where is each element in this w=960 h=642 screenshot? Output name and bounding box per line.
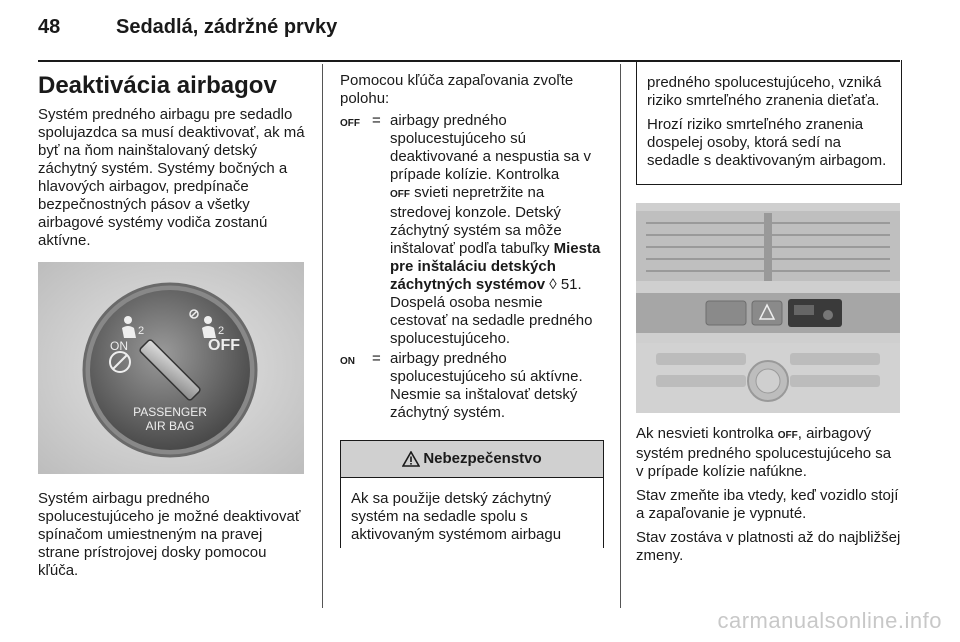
indicator-off-paragraph <box>636 425 902 481</box>
intro-paragraph: Systém predného airbagu pre sedadlo spolujazdca sa musí deaktivovať, ak má byť na ňom nainštalovaný detský záchytný systém. Systémy bočných a hlavových airbagov, predpínače bezpečnostných pásov a všetky airbagové systémy vodiča zostanú aktívne. <box>38 106 305 249</box>
watermark: carmanualsonline.info <box>717 608 942 633</box>
column-3 <box>636 72 902 571</box>
warning-triangle-icon <box>402 451 420 467</box>
off-text-b: svieti nepretržite na stredovej konzole. Detský záchytný systém sa môže inštalovať podľa tabuľky <box>390 184 562 257</box>
airbag-off-indicator-icon: OFF <box>390 189 410 200</box>
dashboard-indicator-photo <box>636 203 900 413</box>
airbag-off-icon: OFF <box>340 118 360 129</box>
danger-warning-continued <box>636 60 902 185</box>
airbag-switch-photo <box>38 262 304 474</box>
section-title: Deaktivácia airbagov <box>38 72 277 99</box>
danger-warning-box <box>340 440 604 548</box>
status-persists-paragraph: Stav zostáva v platnosti až do najbližšej zmeny. <box>636 529 901 564</box>
label-on: ON <box>110 339 128 353</box>
switch-location-paragraph: Systém airbagu predného spolucestujúceho je možné deaktivovať spínačom umiestneným na pravej strane prístrojovej dosky pomocou kľúča. <box>38 490 301 579</box>
column-2 <box>340 72 604 548</box>
danger-warning-header <box>341 440 603 478</box>
indicator-text-b: , airbagový systém predného spolucestujúceho sa v prípade kolízie nafúkne. <box>636 425 892 480</box>
chapter-title: Sedadlá, zádržné prvky <box>116 16 338 38</box>
label-2-left: 2 <box>138 325 145 337</box>
column-divider-2 <box>620 64 621 608</box>
dashboard-illustration <box>636 203 900 413</box>
column-divider-1 <box>322 64 323 608</box>
position-on-description: airbagy predného spolucestujúceho sú aktívne. Nesmie sa inštalovať detský záchytný systém. <box>390 350 583 421</box>
airbag-off-indicator-icon: OFF <box>777 430 798 441</box>
warning-child-risk: predného spolucestujúceho, vzniká riziko smrteľného zranenia dieťaťa. <box>647 74 882 109</box>
position-on-row <box>340 350 604 422</box>
danger-warning-text: Ak sa použije detský záchytný systém na sedadle spolu s aktivovaným systémom airbagu <box>351 490 562 543</box>
page-number: 48 <box>38 16 61 38</box>
equals-sign: = <box>372 112 381 129</box>
airbag-switch-illustration <box>38 262 304 474</box>
off-text-ref: ◊ 51. Dospelá osoba nesmie cestovať na sedadle predného spolucestujúceho. <box>390 276 593 347</box>
danger-warning-title: Nebezpečenstvo <box>423 450 542 467</box>
label-2-right: 2 <box>218 325 225 337</box>
column-1 <box>38 72 306 586</box>
label-off: OFF <box>208 337 240 354</box>
change-status-paragraph: Stav zmeňte iba vtedy, keď vozidlo stojí a zapaľovanie je vypnuté. <box>636 487 899 522</box>
select-position-intro: Pomocou kľúča zapaľovania zvoľte polohu: <box>340 72 574 107</box>
equals-sign: = <box>372 350 381 367</box>
airbag-on-icon: ON <box>340 356 355 367</box>
label-air-bag: AIR BAG <box>145 419 195 433</box>
indicator-text-a: Ak nesvieti kontrolka <box>636 425 778 442</box>
off-text-a: airbagy predného spolucestujúceho sú deaktivované a nespustia sa v prípade kolízie. Kontrolka <box>390 112 591 183</box>
position-off-row <box>340 112 604 348</box>
page-header <box>38 16 337 48</box>
child-seat-table-link[interactable]: Miesta pre inštaláciu detských záchytných systémov <box>390 240 601 293</box>
warning-adult-risk: Hrozí riziko smrteľného zranenia dospelej osoby, ktorá sedí na sedadle s deaktivovaným airbagom. <box>647 116 887 169</box>
position-off-description <box>390 112 604 348</box>
label-passenger: PASSENGER <box>133 405 207 419</box>
